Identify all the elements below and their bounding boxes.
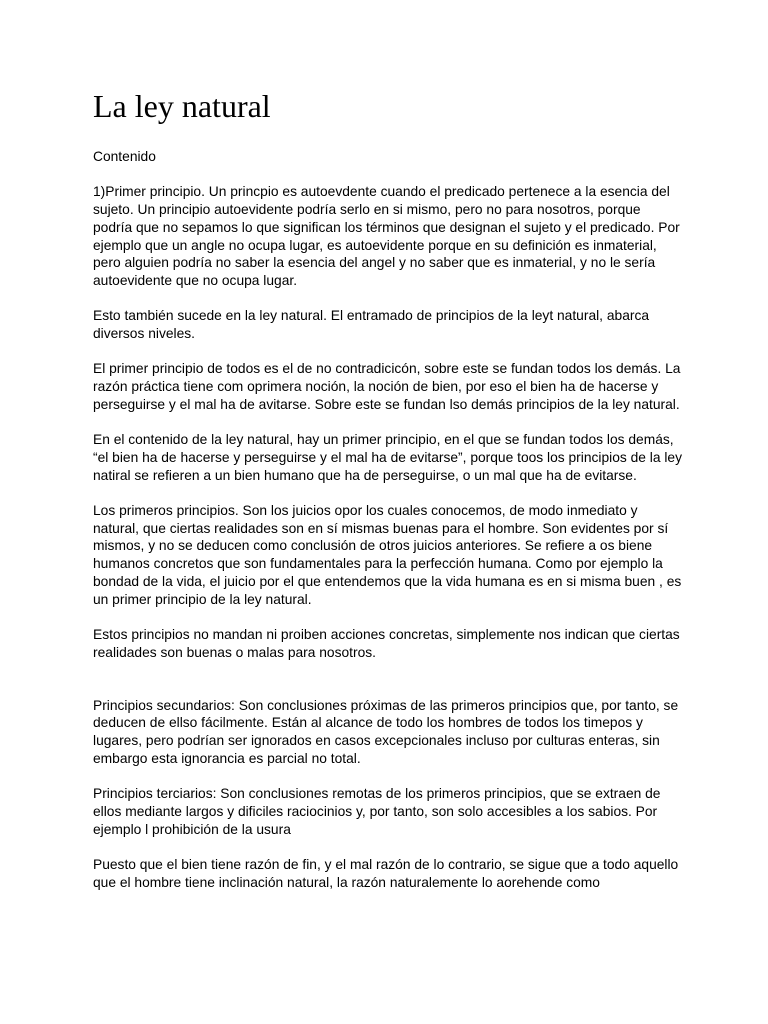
paragraph-contenido-ley: En el contenido de la ley natural, hay un primer principio, en el que se fundan todos los demás, “el bien ha de hacerse y perseguirse y el mal ha de evitarse”, porque toos los principios de la ley natiral se refieren a un bien humano que ha de perseguirse, o un mal que ha de evitarse.	[93, 432, 682, 483]
section-heading: Contenido	[93, 149, 156, 164]
paragraph-niveles: Esto también sucede en la ley natural. El entramado de principios de la leyt natural, abarca diversos niveles.	[93, 308, 650, 341]
paragraph-primer-principio: 1)Primer principio. Un princpio es autoevdente cuando el predicado pertenece a la esencia del sujeto. Un principio autoevidente podría serlo en si mismo, pero no para nosotros, porque podría que no sepamos lo que significan los términos que designan el sujeto y el predicado. Por ejemplo que un angle no ocupa lugar, es autoevidente porque en su definición es inmaterial, pero alguien podría no saber la esencia del angel y no saber que es inmaterial, y no le sería autoevidente que no ocupa lugar.	[93, 184, 680, 288]
paragraph-no-mandan: Estos principios no mandan ni proiben acciones concretas, simplemente nos indican que ciertas realidades son buenas o malas para nosotros.	[93, 626, 680, 660]
paragraph-bien-razon-fin: Puesto que el bien tiene razón de fin, y el mal razón de lo contrario, se sigue que a todo aquello que el hombre tiene inclinación natural, la razón naturalemente lo aorehende como	[93, 856, 679, 890]
paragraph-principios-secundarios: Principios secundarios: Son conclusiones próximas de las primeros principios que, por tanto, se deducen de ellso fácilmente. Están al alcance de todo los hombres de todos los timepos y lugares, pero podrían ser ignorados en casos excepcionales incluso por culturas enteras, sin embargo esta ignorancia es parcial no total.	[93, 697, 679, 766]
paragraph-no-contradiccion: El primer principio de todos es el de no contradicicón, sobre este se fundan todos los demás. La razón práctica tiene com oprimera noción, la noción de bien, por eso el bien ha de hacerse y perseguirse y el mal ha de avitarse. Sobre este se fundan lso demás principios de la ley natural.	[93, 361, 681, 412]
paragraph-primeros-principios: Los primeros principios. Son los juicios opor los cuales conocemos, de modo inmediato y natural, que ciertas realidades son en sí mismas buenas para el hombre. Son evidentes por sí mismos, y no se deducen como conclusión de otros juicios anteriores. Se refiere a os biene humanos concretos que son fundamentales para la perfección humana. Como por ejemplo la bondad de la vida, el juicio por el que entendemos que la vida humana es en si misma buen , es un primer principio de la ley natural.	[93, 502, 682, 607]
paragraph-principios-terciarios: Principios terciarios: Son conclusiones remotas de los primeros principios, que se extraen de ellos mediante largos y dificiles raciocinios y, por tanto, son solo accesibles a los sabios. Por ejemplo l prohibición de la usura	[93, 786, 661, 837]
document-page	[93, 86, 683, 891]
document-title: La ley natural	[93, 88, 271, 124]
